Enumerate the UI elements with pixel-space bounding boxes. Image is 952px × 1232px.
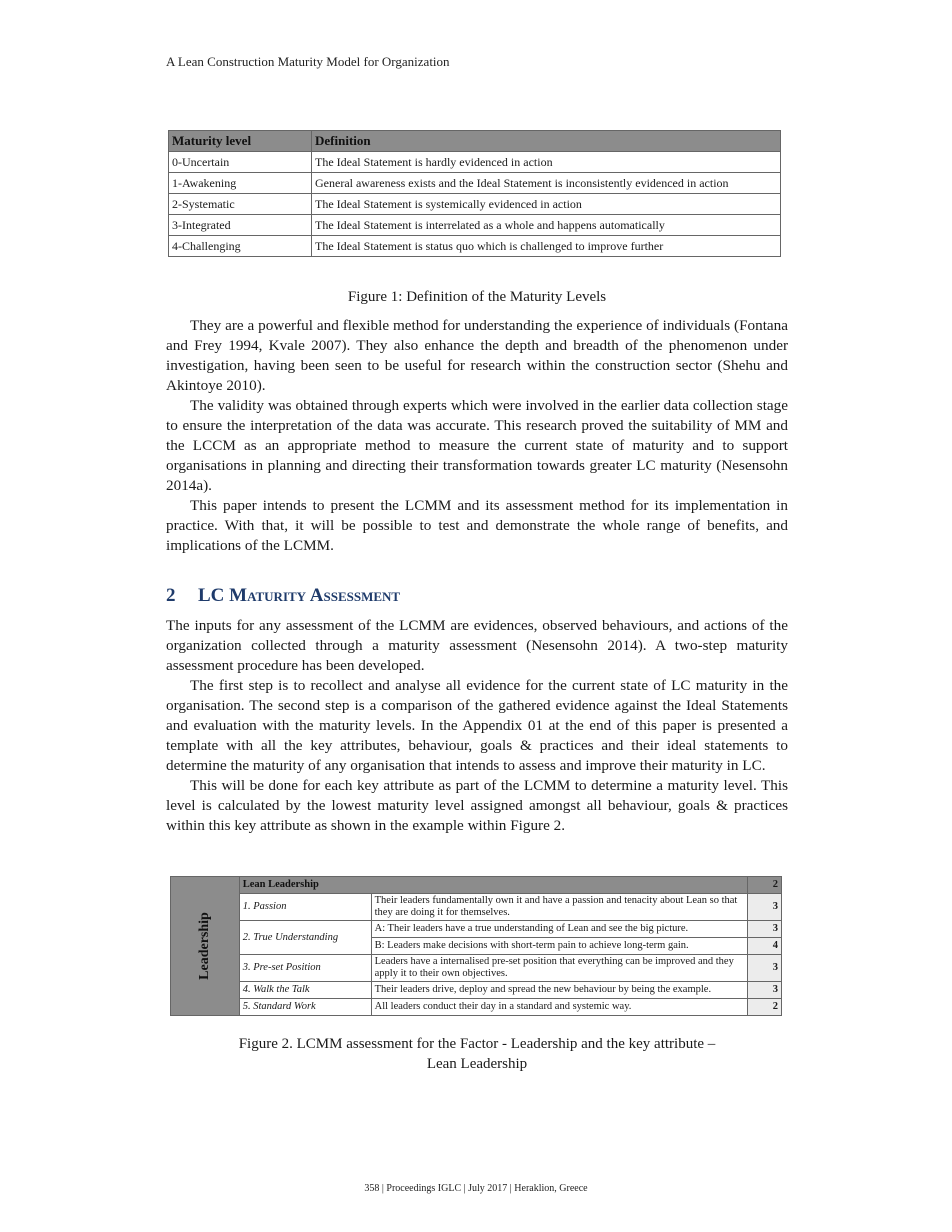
table-row (171, 921, 782, 938)
table-row (169, 173, 781, 194)
attribute-cell: 5. Standard Work (239, 999, 371, 1016)
section-title: LC Maturity Assessment (198, 585, 401, 606)
table-row (171, 999, 782, 1016)
statement-cell: All leaders conduct their day in a standard and systemic way. (371, 999, 747, 1016)
body-section-2 (166, 616, 788, 836)
figure-2-caption-line-2: Lean Leadership (426, 1056, 528, 1072)
paragraph: This paper intends to present the LCMM and its assessment method for its implementation in practice. With that, it will be possible to test and demonstrate the whole range of benefits, and implications of the LCMM. (166, 497, 788, 554)
paragraph: They are a powerful and flexible method for understanding the experience of individuals (Fontana and Frey 1994, Kvale 2007). They also enhance the depth and breadth of the phenomenon under investigation, having been seen to be useful for research within the construction sector (Shehu and Akintoye 2010). (166, 317, 788, 394)
running-header: A Lean Construction Maturity Model for Organization (166, 54, 450, 69)
section-number: 2 (166, 585, 176, 606)
table-header-row (169, 131, 781, 152)
column-header-definition: Definition (312, 131, 781, 152)
paragraph: This will be done for each key attribute as part of the LCMM to determine a maturity level. This level is calculated by the lowest maturity level assigned amongst all behaviour, goals & practices within this key attribute as shown in the example within Figure 2. (166, 777, 788, 834)
statement-cell: Leaders have a internalised pre-set position that everything can be improved and they apply it to their own objectives. (371, 955, 747, 982)
maturity-level-cell: 2-Systematic (169, 194, 312, 215)
definition-cell: The Ideal Statement is status quo which is challenged to improve further (312, 236, 781, 257)
maturity-levels-table (168, 130, 781, 257)
figure-2-caption-line-1: Figure 2. LCMM assessment for the Factor - Leadership and the key attribute – (238, 1036, 716, 1052)
column-header-maturity-level: Maturity level (169, 131, 312, 152)
key-attribute-score: 2 (747, 877, 781, 894)
attribute-cell: 2. True Understanding (239, 921, 371, 955)
figure-1-caption: Figure 1: Definition of the Maturity Levels (347, 289, 607, 305)
table-row (169, 194, 781, 215)
definition-cell: The Ideal Statement is interrelated as a whole and happens automatically (312, 215, 781, 236)
table-row (169, 152, 781, 173)
table-row (171, 982, 782, 999)
page-footer: 358 | Proceedings IGLC | July 2017 | Heraklion, Greece (364, 1183, 588, 1194)
table-row (169, 236, 781, 257)
section-heading (166, 585, 400, 607)
paragraph: The first step is to recollect and analyse all evidence for the current state of LC maturity in the organisation. The second step is a comparison of the gathered evidence against the Ideal Statements and evaluation with the maturity levels. In the Appendix 01 at the end of this paper is presented a template with all the key attributes, behaviour, goals & practices and their ideal statements to determine the maturity of any organisation that intends to assess and improve their maturity in LC. (166, 677, 788, 774)
score-cell: 3 (747, 955, 781, 982)
definition-cell: General awareness exists and the Ideal Statement is inconsistently evidenced in action (312, 173, 781, 194)
paragraph: The validity was obtained through experts which were involved in the earlier data collection stage to ensure the interpretation of the data was accurate. This research proved the suitability of MM and the LCCM as an appropriate method to measure the current state of maturity and to support organisations in planning and directing their transformation towards greater LC maturity (Nesensohn 2014a). (166, 397, 788, 494)
table-row (171, 894, 782, 921)
statement-cell: Their leaders drive, deploy and spread the new behaviour by being the example. (371, 982, 747, 999)
table-row (169, 215, 781, 236)
factor-cell (171, 877, 240, 1016)
attribute-cell: 3. Pre-set Position (239, 955, 371, 982)
score-cell: 3 (747, 982, 781, 999)
maturity-level-cell: 4-Challenging (169, 236, 312, 257)
score-cell: 4 (747, 938, 781, 955)
key-attribute-label: Lean Leadership (239, 877, 747, 894)
key-attribute-row (171, 877, 782, 894)
attribute-cell: 4. Walk the Talk (239, 982, 371, 999)
figure-2-caption (166, 1034, 788, 1074)
maturity-level-cell: 0-Uncertain (169, 152, 312, 173)
table-row (171, 955, 782, 982)
statement-cell: A: Their leaders have a true understanding of Lean and see the big picture. (371, 921, 747, 938)
body-section-1 (166, 316, 788, 556)
definition-cell: The Ideal Statement is systemically evidenced in action (312, 194, 781, 215)
statement-cell: B: Leaders make decisions with short-term pain to achieve long-term gain. (371, 938, 747, 955)
maturity-level-cell: 1-Awakening (169, 173, 312, 194)
factor-label: Leadership (196, 911, 212, 980)
statement-cell: Their leaders fundamentally own it and have a passion and tenacity about Lean so that they are doing it for themselves. (371, 894, 747, 921)
leadership-assessment-table (170, 876, 782, 1016)
score-cell: 3 (747, 894, 781, 921)
paragraph: The inputs for any assessment of the LCMM are evidences, observed behaviours, and actions of the organization collected through a maturity assessment (Nesensohn 2014). A two-step maturity assessment procedure has been developed. (166, 617, 788, 674)
score-cell: 2 (747, 999, 781, 1016)
score-cell: 3 (747, 921, 781, 938)
definition-cell: The Ideal Statement is hardly evidenced in action (312, 152, 781, 173)
maturity-level-cell: 3-Integrated (169, 215, 312, 236)
attribute-cell: 1. Passion (239, 894, 371, 921)
